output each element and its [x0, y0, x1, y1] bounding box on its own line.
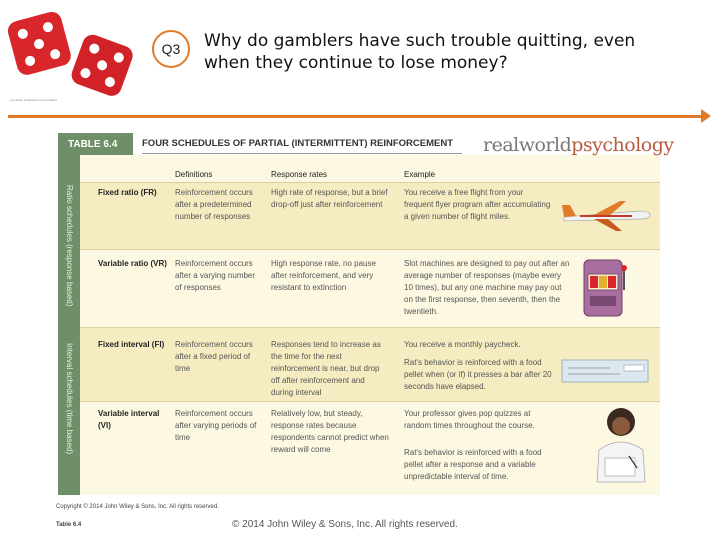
schedule-definition: Reinforcement occurs after a varying number of responses [175, 259, 256, 292]
schedule-definition: Reinforcement occurs after varying periods of time [175, 409, 257, 442]
schedule-definition: Reinforcement occurs after a fixed period of time [175, 340, 253, 373]
schedule-example: You receive a free flight from your frequent flyer program after accumulating a given number of flight miles. [404, 188, 551, 221]
brand-psychology: psychology [571, 134, 674, 156]
table-row [80, 328, 660, 401]
table-title: FOUR SCHEDULES OF PARTIAL (INTERMITTENT) REINFORCEMENT [142, 138, 454, 149]
column-header-definitions: Definitions [175, 170, 213, 179]
schedule-name: Fixed interval (FI) [98, 340, 165, 349]
brand-real: realworld [483, 134, 572, 156]
paycheck-icon [560, 356, 652, 386]
schedule-type-sidebar [58, 155, 80, 495]
table-copyright: Copyright © 2014 John Wiley & Sons, Inc. All rights reserved. [56, 504, 219, 510]
brand-logo [483, 134, 674, 156]
schedule-name: Fixed ratio (FR) [98, 188, 157, 197]
table-row [80, 183, 660, 249]
table-number-label: TABLE 6.4 [58, 133, 133, 155]
table-header [58, 133, 674, 156]
schedule-response-rate: High rate of response, but a brief drop-off just after reinforcement [271, 188, 388, 209]
slide-copyright: © 2014 John Wiley & Sons, Inc. All rights reserved. [232, 519, 458, 530]
reinforcement-table [58, 133, 674, 495]
table-row [80, 250, 660, 327]
student-writing-icon [585, 404, 655, 484]
schedule-example-secondary: Rat's behavior is reinforced with a food pellet when (or if) it presses a bar after 20 seconds have elapsed. [404, 358, 552, 391]
schedule-example: Your professor gives pop quizzes at random times throughout the course. [404, 409, 535, 430]
side-label-interval: Interval schedules (time based) [65, 343, 74, 455]
divider-arrow-line [8, 115, 704, 118]
schedule-response-rate: Responses tend to increase as the time for the next reinforcement is near, but drop off after reinforcement and during interval [271, 340, 381, 397]
column-header-response-rates: Response rates [271, 170, 328, 179]
slot-machine-icon [580, 256, 628, 320]
table-row [80, 402, 660, 489]
side-label-ratio: Ratio schedules (response based) [65, 185, 74, 307]
schedule-example: Slot machines are designed to pay out after an average number of responses (maybe every 10 times), but any one machine may pay out on the first response, then seventh, then the twentieth. [404, 259, 570, 316]
schedule-example-secondary: Rat's behavior is reinforced with a food pellet after a response and a variable unpredictable interval of time. [404, 448, 542, 481]
schedule-example: You receive a monthly paycheck. [404, 340, 521, 349]
schedule-response-rate: High response rate, no pause after reinforcement, and very resistant to extinction [271, 259, 376, 292]
schedule-response-rate: Relatively low, but steady, response rates because respondents cannot predict when reward will come [271, 409, 389, 454]
column-header-example: Example [404, 170, 436, 179]
tiny-caption: Los datos estadísticos presentados [10, 98, 58, 102]
schedule-definition: Reinforcement occurs after a predetermined number of responses [175, 188, 253, 221]
table-caption: Table 6.4 [56, 522, 82, 528]
dice-illustration [4, 6, 144, 101]
title-rule [142, 153, 462, 154]
schedule-name: Variable interval (VI) [98, 409, 160, 430]
question-number-badge: Q3 [152, 30, 190, 68]
schedule-name: Variable ratio (VR) [98, 259, 167, 268]
arrow-head-icon [701, 109, 711, 123]
airplane-icon [560, 195, 652, 235]
slide-title: Why do gamblers have such trouble quitting, even when they continue to lose money? [204, 31, 636, 73]
